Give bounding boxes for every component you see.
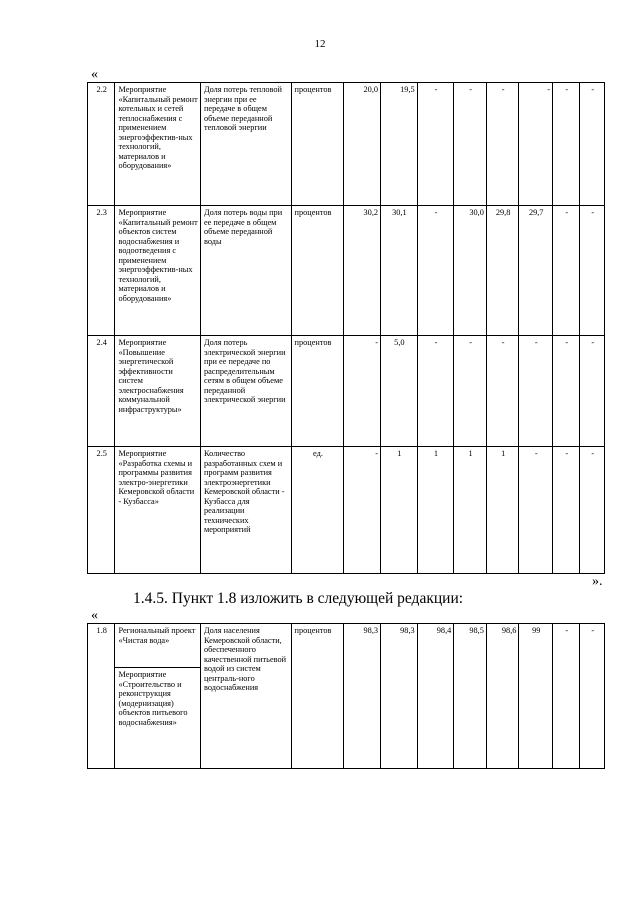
value-cell: - bbox=[344, 447, 381, 574]
value-cell: - bbox=[486, 83, 519, 206]
value-cell: 30,2 bbox=[344, 206, 381, 336]
page-number: 12 bbox=[314, 38, 326, 50]
value-cell: 98,5 bbox=[454, 624, 487, 769]
indicator-name: Доля населения Кемеровской области, обеспеченного качественной питьевой водой из систем централь-ного водоснабжения bbox=[200, 624, 291, 769]
value-cell: - bbox=[580, 624, 605, 769]
value-cell: - bbox=[553, 447, 580, 574]
value-cell: 98,3 bbox=[344, 624, 381, 769]
close-quote: ». bbox=[592, 574, 603, 589]
value-cell: 98,3 bbox=[381, 624, 418, 769]
value-cell: - bbox=[580, 336, 605, 447]
value-cell: 99 bbox=[519, 624, 553, 769]
value-cell: 30,0 bbox=[454, 206, 487, 336]
activity-name: Мероприятие «Разработка схемы и программы развития электро-энергетики Кемеровской области - Кузбасса» bbox=[115, 447, 200, 574]
value-cell: - bbox=[580, 206, 605, 336]
value-cell: 98,4 bbox=[417, 624, 454, 769]
table-indicators-main bbox=[87, 82, 605, 574]
value-cell: - bbox=[553, 206, 580, 336]
row-number: 2.3 bbox=[88, 206, 115, 336]
value-cell: - bbox=[454, 83, 487, 206]
activity-name: Мероприятие «Повышение энергетической эффективности систем электроснабжения коммунальной инфраструктуры» bbox=[115, 336, 200, 447]
unit-cell: процентов bbox=[291, 206, 344, 336]
value-cell: 29,7 bbox=[519, 206, 553, 336]
open-quote-1: « bbox=[91, 67, 98, 82]
value-cell: 1 bbox=[381, 447, 418, 574]
section-heading: 1.4.5. Пункт 1.8 изложить в следующей редакции: bbox=[133, 590, 464, 607]
row-number: 2.2 bbox=[88, 83, 115, 206]
value-cell: - bbox=[344, 336, 381, 447]
value-cell: - bbox=[417, 336, 454, 447]
value-cell: - bbox=[519, 336, 553, 447]
indicator-name: Количество разработанных схем и программ развития электроэнергетики Кемеровской области - Кузбасса для реализации технических мероприятий bbox=[200, 447, 291, 574]
value-cell: 19,5 bbox=[381, 83, 418, 206]
row-number: 2.5 bbox=[88, 447, 115, 574]
unit-cell: ед. bbox=[291, 447, 344, 574]
table-row bbox=[88, 83, 605, 206]
value-cell: 20,0 bbox=[344, 83, 381, 206]
row-number: 2.4 bbox=[88, 336, 115, 447]
value-cell: 1 bbox=[454, 447, 487, 574]
value-cell: 1 bbox=[417, 447, 454, 574]
value-cell: 98,6 bbox=[486, 624, 519, 769]
value-cell: - bbox=[454, 336, 487, 447]
unit-cell: процентов bbox=[291, 336, 344, 447]
table-row bbox=[88, 206, 605, 336]
indicator-name: Доля потерь тепловой энергии при ее передаче в общем объеме переданной тепловой энергии bbox=[200, 83, 291, 206]
open-quote-2: « bbox=[91, 608, 98, 623]
unit-cell: процентов bbox=[291, 83, 344, 206]
activity-name: Мероприятие «Капитальный ремонт котельных и сетей теплоснабжения с применением энергоэффектив-ных технологий, материалов и оборудования» bbox=[115, 83, 200, 206]
table-item-1-8 bbox=[87, 623, 605, 769]
table-row bbox=[88, 336, 605, 447]
activity-name: Мероприятие «Строительство и реконструкция (модернизация) объектов питьевого водоснабжения» bbox=[115, 668, 200, 769]
value-cell: 29,8 bbox=[486, 206, 519, 336]
unit-cell: процентов bbox=[291, 624, 344, 769]
value-cell: - bbox=[519, 83, 553, 206]
value-cell: - bbox=[417, 206, 454, 336]
value-cell: - bbox=[553, 83, 580, 206]
table-row bbox=[88, 624, 605, 668]
row-number: 1.8 bbox=[88, 624, 115, 769]
value-cell: - bbox=[519, 447, 553, 574]
value-cell: 30,1 bbox=[381, 206, 418, 336]
value-cell: - bbox=[417, 83, 454, 206]
table-row bbox=[88, 447, 605, 574]
indicator-name: Доля потерь воды при ее передаче в общем объеме переданной воды bbox=[200, 206, 291, 336]
indicator-name: Доля потерь электрической энергии при ее передаче по распределительным сетям в общем объеме переданной электрической энергии bbox=[200, 336, 291, 447]
value-cell: - bbox=[580, 83, 605, 206]
value-cell: - bbox=[486, 336, 519, 447]
value-cell: - bbox=[553, 336, 580, 447]
activity-name: Мероприятие «Капитальный ремонт объектов систем водоснабжения и водоотведения с применением энергоэффектив-ных технологий, материалов и оборудования» bbox=[115, 206, 200, 336]
value-cell: - bbox=[553, 624, 580, 769]
value-cell: 1 bbox=[486, 447, 519, 574]
value-cell: 5,0 bbox=[381, 336, 418, 447]
project-name: Региональный проект «Чистая вода» bbox=[115, 624, 200, 668]
value-cell: - bbox=[580, 447, 605, 574]
